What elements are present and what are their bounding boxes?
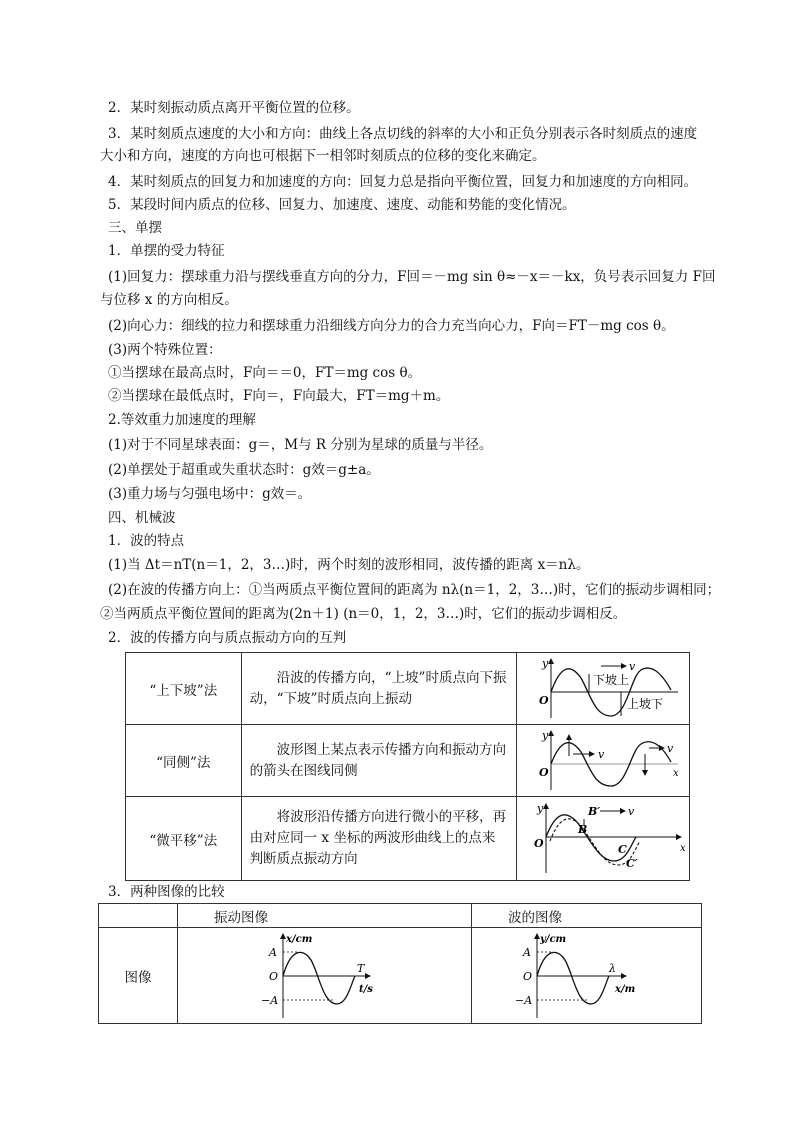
section-heading: 四、机械波 bbox=[108, 510, 176, 526]
row-label: 图像 bbox=[99, 928, 178, 1024]
text-line: ①当摆球在最高点时，F向＝＝0，FT＝mg cos θ。 bbox=[108, 365, 422, 381]
velocity-label: v bbox=[629, 659, 636, 673]
text-line: ②当两质点平衡位置间的距离为(2n＋1) (n＝0，1，2，3…)时，它们的振动步调相反。 bbox=[100, 606, 627, 622]
x-axis-label: x/m bbox=[614, 983, 635, 995]
text-line: (2)单摆处于超重或失重状态时：g效＝g±a。 bbox=[108, 462, 380, 478]
column-header: 波的图像 bbox=[472, 904, 702, 928]
amplitude-label: A bbox=[522, 945, 531, 959]
column-header: 振动图像 bbox=[178, 904, 472, 928]
text-line: (3)重力场与匀强电场中：g效＝。 bbox=[108, 486, 312, 502]
wavelength-label: λ bbox=[608, 961, 616, 975]
neg-amplitude-label: −A bbox=[260, 993, 278, 1007]
text-line: 2．某时刻振动质点离开平衡位置的位移。 bbox=[108, 100, 360, 116]
table-row bbox=[126, 653, 690, 725]
method-table bbox=[125, 652, 690, 881]
subsection-heading: 1．单摆的受力特征 bbox=[108, 243, 225, 259]
table-row bbox=[99, 904, 702, 928]
wave-diagram bbox=[518, 801, 688, 877]
method-figure bbox=[517, 797, 690, 881]
origin-label: O bbox=[522, 969, 532, 983]
section-heading: 三、单摆 bbox=[108, 220, 162, 236]
text-line: (1)当 Δt＝nT(n＝1，2，3…)时，两个时刻的波形相同，波传播的距离 x＝nλ。 bbox=[108, 557, 590, 573]
text-line: 5．某段时间内质点的位移、回复力、加速度、速度、动能和势能的变化情况。 bbox=[108, 197, 576, 213]
compare-table bbox=[98, 903, 702, 1024]
text-line: ②当摆球在最低点时，F向＝，F向最大，FT＝mg＋m。 bbox=[108, 388, 450, 404]
text-line: 4．某时刻质点的回复力和加速度的方向：回复力总是指向平衡位置，回复力和加速度的方向相同。 bbox=[108, 174, 698, 190]
figure-cell bbox=[178, 928, 472, 1024]
wave-graph bbox=[487, 930, 687, 1022]
origin-label: O bbox=[534, 836, 544, 850]
method-desc: 波形图上某点表示传播方向和振动方向的箭头在图线同侧 bbox=[241, 725, 516, 797]
y-axis-label: y bbox=[542, 656, 549, 670]
y-axis-label: x/cm bbox=[285, 933, 312, 945]
table-cell bbox=[99, 904, 178, 928]
amplitude-label: A bbox=[268, 945, 277, 959]
slope-label: 上坡下 bbox=[627, 696, 664, 711]
subsection-heading: 2．波的传播方向与质点振动方向的互判 bbox=[108, 630, 347, 646]
y-axis-label: y bbox=[542, 728, 549, 742]
point-label: B bbox=[578, 822, 588, 836]
y-axis-label: y/cm bbox=[539, 933, 566, 945]
wave-diagram bbox=[523, 656, 683, 722]
text-line: 3．某时刻质点速度的大小和方向：曲线上各点切线的斜率的大小和正负分别表示各时刻质点的速度 bbox=[108, 126, 698, 142]
origin-label: O bbox=[539, 765, 549, 779]
text-line: (3)两个特殊位置： bbox=[108, 342, 222, 358]
text-line: 与位移 x 的方向相反。 bbox=[100, 292, 238, 308]
method-desc: 沿波的传播方向，“上坡”时质点向下振动，“下坡”时质点向上振动 bbox=[241, 653, 516, 725]
x-axis-label: x bbox=[680, 842, 686, 854]
period-label: T bbox=[356, 961, 364, 975]
figure-cell bbox=[472, 928, 702, 1024]
method-name: “同侧”法 bbox=[126, 725, 242, 797]
method-name: “微平移”法 bbox=[126, 797, 242, 881]
method-desc: 将波形沿传播方向进行微小的平移，再由对应同一 x 坐标的两波形曲线上的点来判断质点振动方向 bbox=[241, 797, 516, 881]
table-row bbox=[126, 797, 690, 881]
point-label: C bbox=[618, 842, 627, 856]
velocity-label: v bbox=[628, 804, 635, 818]
wave-diagram bbox=[523, 728, 683, 794]
vibration-graph bbox=[225, 930, 425, 1022]
method-figure bbox=[517, 653, 690, 725]
text-line: (2)向心力：细线的拉力和摆球重力沿细线方向分力的合力充当向心力，F向＝FT－mg cos θ。 bbox=[108, 318, 675, 334]
y-axis-label: y bbox=[537, 801, 544, 815]
text-line: (1)对于不同星球表面：g＝，M与 R 分别为星球的质量与半径。 bbox=[108, 437, 493, 453]
slope-label: 下坡上 bbox=[593, 672, 630, 687]
method-figure bbox=[517, 725, 690, 797]
subsection-heading: 3．两种图像的比较 bbox=[108, 884, 225, 900]
neg-amplitude-label: −A bbox=[514, 993, 532, 1007]
point-label: C′ bbox=[626, 856, 638, 870]
origin-label: O bbox=[539, 693, 549, 707]
subsection-heading: 1．波的特点 bbox=[108, 533, 185, 549]
subsection-heading: 2.等效重力加速度的理解 bbox=[108, 412, 256, 428]
text-line: 大小和方向，速度的方向也可根据下一相邻时刻质点的位移的变化来确定。 bbox=[100, 148, 546, 164]
table-row bbox=[99, 928, 702, 1024]
origin-label: O bbox=[268, 969, 278, 983]
x-axis-label: t/s bbox=[358, 983, 373, 995]
method-name: “上下坡”法 bbox=[126, 653, 242, 725]
point-label: B′ bbox=[588, 804, 601, 818]
table-row bbox=[126, 725, 690, 797]
velocity-label: v bbox=[598, 747, 605, 761]
x-axis-label: x bbox=[673, 767, 679, 779]
text-line: (2)在波的传播方向上：①当两质点平衡位置间的距离为 nλ(n＝1，2，3…)时，它们的振动步调相同； bbox=[108, 582, 721, 598]
text-line: (1)回复力：摆球重力沿与摆线垂直方向的分力，F回＝－mg sin θ≈－x＝－kx，负号表示回复力 F回 bbox=[108, 269, 716, 285]
velocity-label: v bbox=[667, 741, 674, 755]
